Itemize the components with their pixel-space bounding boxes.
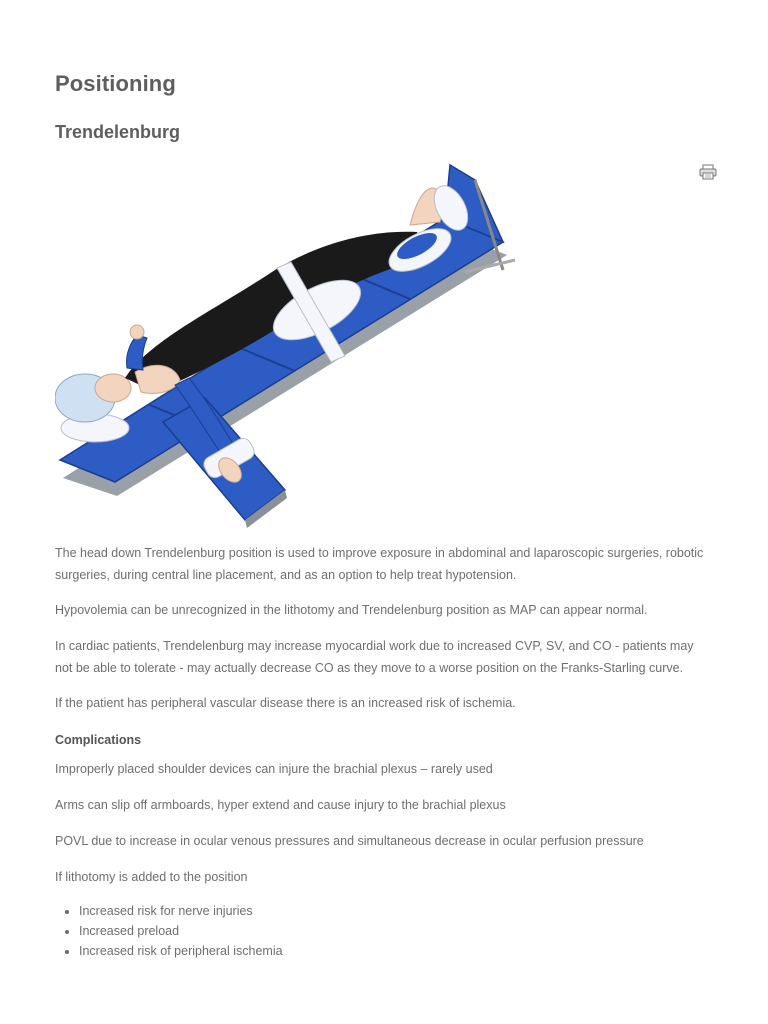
paragraph-1: The head down Trendelenburg position is used to improve exposure in abdominal and laparoscopic surgeries, robotic surgeries, during central line placement, and as an option to help treat hypotension.	[55, 546, 704, 582]
complication-2: Arms can slip off armboards, hyper extend and cause injury to the brachial plexus	[55, 798, 506, 812]
patient-head	[55, 374, 131, 442]
section-title: Trendelenburg	[55, 122, 181, 142]
list-item: • Increased risk for nerve injuries	[79, 901, 283, 921]
lithotomy-risk-list	[55, 901, 283, 961]
complications-heading: Complications	[55, 733, 142, 747]
page-title: Positioning	[55, 71, 176, 96]
complication-3: POVL due to increase in ocular venous pressures and simultaneous decrease in ocular perfusion pressure	[55, 834, 644, 848]
complication-1: Improperly placed shoulder devices can injure the brachial plexus – rarely used	[55, 762, 493, 776]
complication-4: If lithotomy is added to the position	[55, 870, 248, 884]
list-item: • Increased preload	[79, 921, 283, 941]
paragraph-3: In cardiac patients, Trendelenburg may increase myocardial work due to increased CVP, SV, and CO - patients may not be able to tolerate - may actually decrease CO as they move to a worse position on the Franks-Starling curve.	[55, 639, 694, 675]
list-item: • Increased risk of peripheral ischemia	[79, 941, 283, 961]
paragraph-2: Hypovolemia can be unrecognized in the lithotomy and Trendelenburg position as MAP can appear normal.	[55, 603, 648, 617]
paragraph-4: If the patient has peripheral vascular disease there is an increased risk of ischemia.	[55, 696, 516, 710]
trendelenburg-illustration	[55, 160, 525, 532]
printer-icon[interactable]	[699, 164, 717, 180]
